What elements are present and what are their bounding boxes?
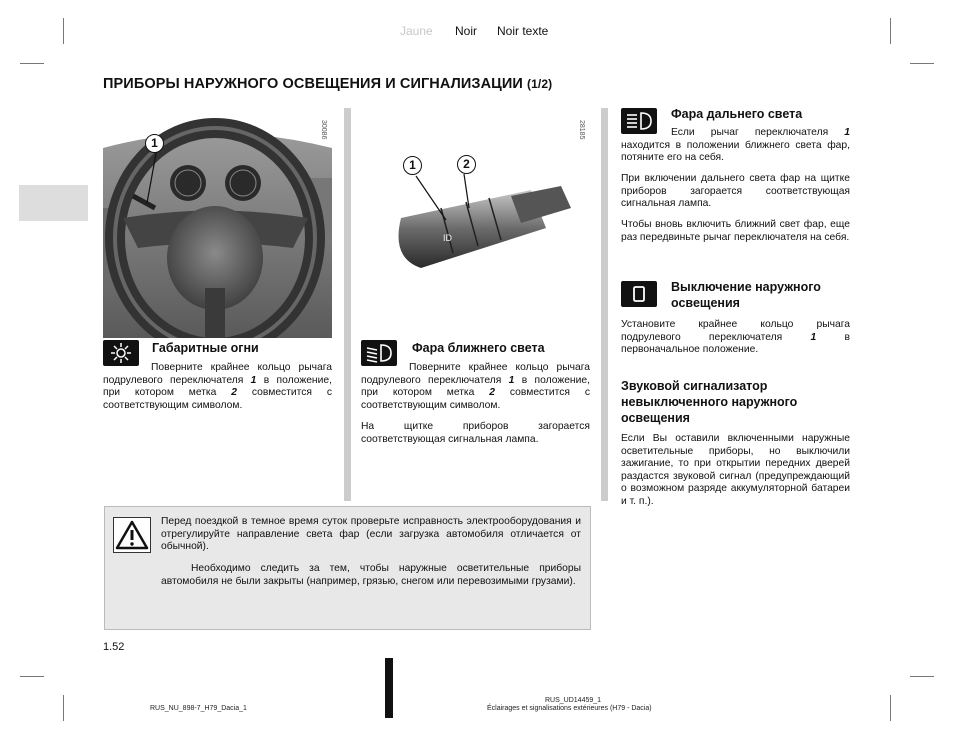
low-beam-heading: Фара ближнего света xyxy=(412,341,545,355)
crop-mark xyxy=(890,695,891,721)
column-separator xyxy=(344,108,351,501)
warning-triangle-icon xyxy=(113,517,151,553)
buzzer-text: Если Вы оставили включенными наружные осветительные приборы, но выключили зажигание, то при открытии передних дверей раздастся звуковой сигнал (предупреждающий о возможном разряде аккумуляторной батареи и т. п.). xyxy=(621,433,850,507)
lights-off-text: Установите крайнее кольцо рычага подрулевого переключателя 1 в первоначальное положение. xyxy=(621,319,850,356)
header-color-black-text: Noir texte xyxy=(497,24,549,38)
print-marker xyxy=(385,658,393,718)
figure-code: 30086 xyxy=(320,120,327,140)
crop-mark xyxy=(910,63,934,64)
page-title-main: ПРИБОРЫ НАРУЖНОГО ОСВЕЩЕНИЯ И СИГНАЛИЗАЦИИ xyxy=(103,76,523,92)
page-title-part: (1/2) xyxy=(527,77,553,91)
crop-mark xyxy=(63,18,64,44)
high-beam-heading: Фара дальнего света xyxy=(671,107,803,121)
warning-box xyxy=(104,506,591,630)
page-title xyxy=(103,76,552,92)
footer-right-title: Éclairages et signalisations extérieures (H79 - Dacia) xyxy=(487,705,652,712)
high-beam-text-3: Чтобы вновь включить ближний свет фар, еще раз передвиньте рычаг переключателя на себя. xyxy=(621,219,850,243)
high-beam-text: Если рычаг переключателя 1 находится в положении ближнего света фар, потяните его на себя. xyxy=(621,127,850,164)
light-switch-stalk-drawing xyxy=(361,108,590,294)
callout-1: 1 xyxy=(403,156,422,175)
parking-lights-text: Поверните крайнее кольцо рычага подрулевого переключателя 1 в положение, при котором метка 2 совместится с соответствующим символом. xyxy=(103,362,332,411)
warning-text-2: Необходимо следить за тем, чтобы наружные осветительные приборы автомобиля не были закрыты (например, грязью, снегом или перевозимыми грузами). xyxy=(161,563,581,587)
callout-2: 2 xyxy=(457,155,476,174)
low-beam-text: Поверните крайнее кольцо рычага подрулевого переключателя 1 в положение, при котором метка 2 совместится с соответствующим символом. xyxy=(361,362,590,411)
svg-text:ID: ID xyxy=(443,233,452,243)
chapter-tab xyxy=(19,185,88,221)
parking-lights-heading: Габаритные огни xyxy=(152,341,259,355)
crop-mark xyxy=(20,63,44,64)
callout-1: 1 xyxy=(145,134,164,153)
lights-off-icon xyxy=(621,281,657,307)
crop-mark xyxy=(63,695,64,721)
stalk-illustration xyxy=(361,108,590,294)
buzzer-heading: Звуковой сигнализатор невыключенного наружного освещения xyxy=(621,379,798,425)
footer-right-code: RUS_UD14459_1 xyxy=(545,697,602,704)
column-separator xyxy=(601,108,608,501)
high-beam-text-2: При включении дальнего света фар на щитке приборов загорается соответствующая сигнальная лампа. xyxy=(621,173,850,210)
dashboard-illustration xyxy=(103,108,332,338)
crop-mark xyxy=(890,18,891,44)
header-color-yellow: Jaune xyxy=(400,24,433,38)
page-number: 1.52 xyxy=(103,641,125,653)
steering-wheel-drawing xyxy=(103,108,332,338)
header-color-black: Noir xyxy=(455,24,478,38)
figure-code: 28185 xyxy=(578,120,585,140)
low-beam-text-2: На щитке приборов загорается соответствующая сигнальная лампа. xyxy=(361,421,590,445)
lights-off-heading: Выключение наружного освещения xyxy=(671,280,821,310)
footer-left: RUS_NU_898-7_H79_Dacia_1 xyxy=(150,705,247,712)
crop-mark xyxy=(20,676,44,677)
warning-text-1: Перед поездкой в темное время суток проверьте исправность электрооборудования и отрегулируйте направление света фар (если загрузка автомобиля отличается от обычной). xyxy=(161,516,581,553)
crop-mark xyxy=(910,676,934,677)
